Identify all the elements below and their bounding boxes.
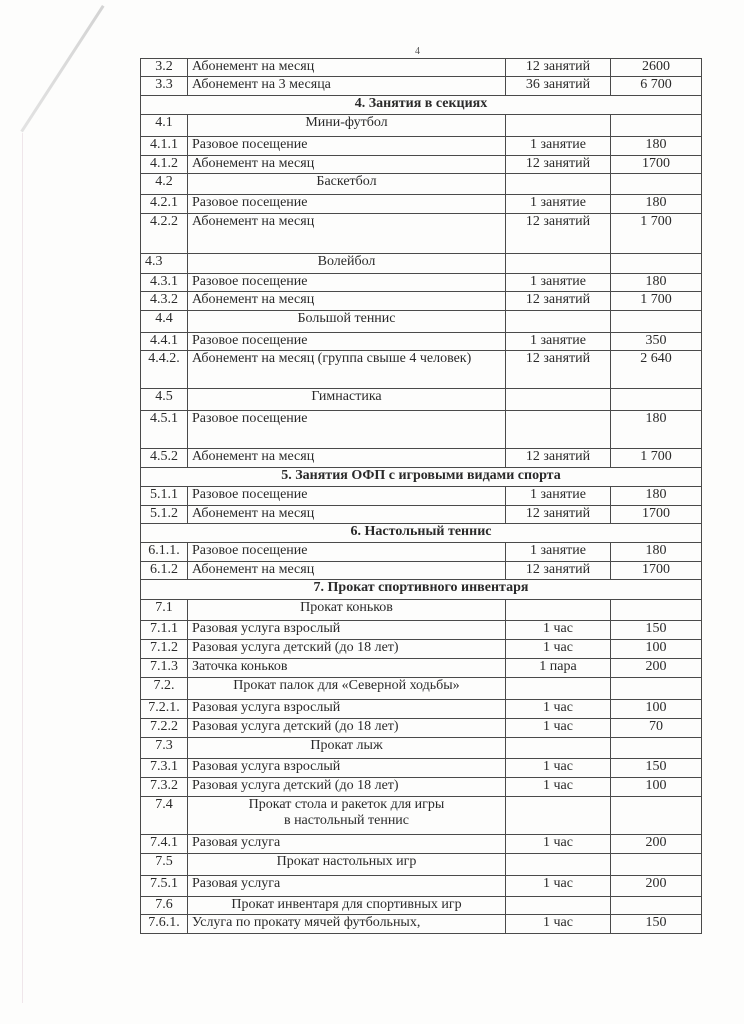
service-name: Заточка коньков <box>188 659 506 678</box>
item-number: 5.1.1 <box>141 487 188 506</box>
item-number: 7.4.1 <box>141 835 188 854</box>
service-name: Абонемент на месяц <box>188 214 506 254</box>
unit-cell: 36 занятий <box>506 77 611 96</box>
unit-cell: 12 занятий <box>506 214 611 254</box>
price-cell: 1700 <box>611 562 702 580</box>
service-name: Разовое посещение <box>188 333 506 351</box>
unit-cell <box>506 678 611 700</box>
unit-cell: 12 занятий <box>506 506 611 524</box>
price-row <box>141 659 702 678</box>
subsection-name: Прокат стола и ракеток для игры в настольный теннис <box>188 797 506 835</box>
item-number: 7.1.3 <box>141 659 188 678</box>
price-row <box>141 411 702 449</box>
unit-cell: 1 занятие <box>506 274 611 292</box>
price-row <box>141 487 702 506</box>
subsection-name: Большой теннис <box>188 311 506 333</box>
unit-cell: 1 занятие <box>506 333 611 351</box>
price-row <box>141 449 702 468</box>
price-cell <box>611 311 702 333</box>
item-number: 7.3.1 <box>141 759 188 778</box>
unit-cell <box>506 389 611 411</box>
service-name: Разовое посещение <box>188 543 506 562</box>
service-name: Разовая услуга взрослый <box>188 700 506 719</box>
service-name: Разовая услуга <box>188 876 506 897</box>
price-cell: 150 <box>611 915 702 934</box>
section-header-row <box>141 524 702 543</box>
section-title: 5. Занятия ОФП с игровыми видами спорта <box>141 468 702 487</box>
item-number: 3.2 <box>141 59 188 77</box>
unit-cell: 1 час <box>506 759 611 778</box>
subsection-row <box>141 797 702 835</box>
price-row <box>141 759 702 778</box>
item-number: 7.1.2 <box>141 640 188 659</box>
price-row <box>141 156 702 174</box>
price-cell: 200 <box>611 659 702 678</box>
unit-cell: 1 час <box>506 778 611 797</box>
price-cell: 2600 <box>611 59 702 77</box>
subsection-row <box>141 389 702 411</box>
unit-cell <box>506 411 611 449</box>
price-cell: 1700 <box>611 506 702 524</box>
unit-cell: 12 занятий <box>506 351 611 389</box>
unit-cell: 1 час <box>506 876 611 897</box>
price-list-body <box>141 59 702 934</box>
item-number: 3.3 <box>141 77 188 96</box>
service-name: Абонемент на месяц <box>188 59 506 77</box>
price-list-table <box>140 58 702 934</box>
price-cell <box>611 897 702 915</box>
price-cell: 180 <box>611 137 702 156</box>
price-row <box>141 640 702 659</box>
service-name: Разовое посещение <box>188 274 506 292</box>
item-number: 4.1 <box>141 115 188 137</box>
section-header-row <box>141 468 702 487</box>
scan-artifact-streak <box>20 5 104 132</box>
item-number: 6.1.1. <box>141 543 188 562</box>
service-name: Услуга по прокату мячей футбольных, <box>188 915 506 934</box>
price-row <box>141 214 702 254</box>
subsection-row <box>141 311 702 333</box>
price-cell: 1700 <box>611 156 702 174</box>
subsection-name: Прокат настольных игр <box>188 854 506 876</box>
price-cell <box>611 738 702 759</box>
unit-cell: 12 занятий <box>506 449 611 468</box>
item-number: 4.4.1 <box>141 333 188 351</box>
item-number: 4.1.2 <box>141 156 188 174</box>
price-row <box>141 543 702 562</box>
item-number: 7.6.1. <box>141 915 188 934</box>
unit-cell: 1 пара <box>506 659 611 678</box>
price-cell: 150 <box>611 621 702 640</box>
subsection-row <box>141 897 702 915</box>
item-number: 7.1 <box>141 600 188 621</box>
service-name: Абонемент на месяц (группа свыше 4 человек) <box>188 351 506 389</box>
item-number: 4.5.2 <box>141 449 188 468</box>
subsection-row <box>141 738 702 759</box>
item-number: 4.4 <box>141 311 188 333</box>
price-cell: 180 <box>611 543 702 562</box>
item-number: 4.3 <box>141 254 188 274</box>
item-number: 7.3.2 <box>141 778 188 797</box>
page-number: 4 <box>415 46 420 57</box>
unit-cell: 1 час <box>506 835 611 854</box>
price-cell: 180 <box>611 274 702 292</box>
item-number: 4.2.2 <box>141 214 188 254</box>
price-cell <box>611 797 702 835</box>
subsection-name: Прокат лыж <box>188 738 506 759</box>
price-row <box>141 915 702 934</box>
item-number: 7.2.2 <box>141 719 188 738</box>
price-row <box>141 137 702 156</box>
price-row <box>141 59 702 77</box>
unit-cell: 1 занятие <box>506 137 611 156</box>
unit-cell <box>506 115 611 137</box>
subsection-name: Мини-футбол <box>188 115 506 137</box>
price-cell: 150 <box>611 759 702 778</box>
price-row <box>141 333 702 351</box>
price-cell <box>611 254 702 274</box>
service-name: Абонемент на месяц <box>188 562 506 580</box>
service-name: Разовая услуга взрослый <box>188 759 506 778</box>
service-name: Абонемент на 3 месяца <box>188 77 506 96</box>
subsection-name: Прокат палок для «Северной ходьбы» <box>188 678 506 700</box>
subsection-name: Гимнастика <box>188 389 506 411</box>
item-number: 7.2.1. <box>141 700 188 719</box>
item-number: 4.3.2 <box>141 292 188 311</box>
item-number: 7.2. <box>141 678 188 700</box>
item-number: 7.5.1 <box>141 876 188 897</box>
item-number: 4.2.1 <box>141 195 188 214</box>
price-row <box>141 274 702 292</box>
price-cell: 70 <box>611 719 702 738</box>
unit-cell: 12 занятий <box>506 562 611 580</box>
unit-cell <box>506 854 611 876</box>
subsection-name: Прокат инвентаря для спортивных игр <box>188 897 506 915</box>
service-name: Абонемент на месяц <box>188 156 506 174</box>
price-row <box>141 562 702 580</box>
unit-cell <box>506 600 611 621</box>
unit-cell: 1 час <box>506 915 611 934</box>
unit-cell: 1 час <box>506 621 611 640</box>
price-cell <box>611 389 702 411</box>
subsection-name: Волейбол <box>188 254 506 274</box>
subsection-row <box>141 254 702 274</box>
subsection-row <box>141 678 702 700</box>
subsection-name: Баскетбол <box>188 174 506 195</box>
item-number: 4.1.1 <box>141 137 188 156</box>
service-name: Разовая услуга детский (до 18 лет) <box>188 778 506 797</box>
service-name: Разовое посещение <box>188 137 506 156</box>
item-number: 7.3 <box>141 738 188 759</box>
unit-cell: 1 занятие <box>506 195 611 214</box>
price-row <box>141 506 702 524</box>
price-cell: 100 <box>611 778 702 797</box>
item-number: 7.4 <box>141 797 188 835</box>
section-header-row <box>141 96 702 115</box>
item-number: 7.5 <box>141 854 188 876</box>
unit-cell <box>506 897 611 915</box>
price-cell: 200 <box>611 876 702 897</box>
subsection-row <box>141 854 702 876</box>
unit-cell: 12 занятий <box>506 292 611 311</box>
unit-cell <box>506 254 611 274</box>
service-name: Разовое посещение <box>188 195 506 214</box>
item-number: 4.5 <box>141 389 188 411</box>
price-row <box>141 621 702 640</box>
unit-cell: 12 занятий <box>506 156 611 174</box>
item-number: 5.1.2 <box>141 506 188 524</box>
price-cell: 6 700 <box>611 77 702 96</box>
section-header-row <box>141 580 702 600</box>
item-number: 4.4.2. <box>141 351 188 389</box>
price-cell: 1 700 <box>611 292 702 311</box>
service-name: Абонемент на месяц <box>188 449 506 468</box>
item-number: 4.3.1 <box>141 274 188 292</box>
price-cell <box>611 600 702 621</box>
item-number: 7.1.1 <box>141 621 188 640</box>
unit-cell <box>506 738 611 759</box>
service-name: Разовое посещение <box>188 411 506 449</box>
price-cell: 1 700 <box>611 214 702 254</box>
price-row <box>141 835 702 854</box>
service-name: Разовая услуга детский (до 18 лет) <box>188 719 506 738</box>
unit-cell: 1 час <box>506 700 611 719</box>
service-name: Абонемент на месяц <box>188 506 506 524</box>
unit-cell: 1 час <box>506 640 611 659</box>
unit-cell: 12 занятий <box>506 59 611 77</box>
service-name: Разовая услуга <box>188 835 506 854</box>
scan-artifact-edge <box>22 133 23 1003</box>
unit-cell <box>506 797 611 835</box>
price-cell: 2 640 <box>611 351 702 389</box>
subsection-row <box>141 174 702 195</box>
unit-cell <box>506 311 611 333</box>
price-row <box>141 77 702 96</box>
item-number: 4.2 <box>141 174 188 195</box>
unit-cell: 1 занятие <box>506 543 611 562</box>
price-row <box>141 719 702 738</box>
price-cell: 180 <box>611 487 702 506</box>
price-cell: 350 <box>611 333 702 351</box>
price-row <box>141 351 702 389</box>
price-cell: 100 <box>611 700 702 719</box>
price-cell: 200 <box>611 835 702 854</box>
subsection-row <box>141 600 702 621</box>
price-row <box>141 195 702 214</box>
section-title: 6. Настольный теннис <box>141 524 702 543</box>
service-name: Абонемент на месяц <box>188 292 506 311</box>
price-row <box>141 876 702 897</box>
price-row <box>141 700 702 719</box>
subsection-name: Прокат коньков <box>188 600 506 621</box>
price-cell: 180 <box>611 195 702 214</box>
price-row <box>141 292 702 311</box>
price-row <box>141 778 702 797</box>
price-cell <box>611 678 702 700</box>
item-number: 4.5.1 <box>141 411 188 449</box>
service-name: Разовая услуга детский (до 18 лет) <box>188 640 506 659</box>
price-cell <box>611 174 702 195</box>
section-title: 7. Прокат спортивного инвентаря <box>141 580 702 600</box>
subsection-row <box>141 115 702 137</box>
unit-cell: 1 час <box>506 719 611 738</box>
price-cell <box>611 854 702 876</box>
price-cell <box>611 115 702 137</box>
service-name: Разовая услуга взрослый <box>188 621 506 640</box>
item-number: 7.6 <box>141 897 188 915</box>
price-cell: 1 700 <box>611 449 702 468</box>
section-title: 4. Занятия в секциях <box>141 96 702 115</box>
price-cell: 100 <box>611 640 702 659</box>
unit-cell: 1 занятие <box>506 487 611 506</box>
item-number: 6.1.2 <box>141 562 188 580</box>
unit-cell <box>506 174 611 195</box>
service-name: Разовое посещение <box>188 487 506 506</box>
price-cell: 180 <box>611 411 702 449</box>
